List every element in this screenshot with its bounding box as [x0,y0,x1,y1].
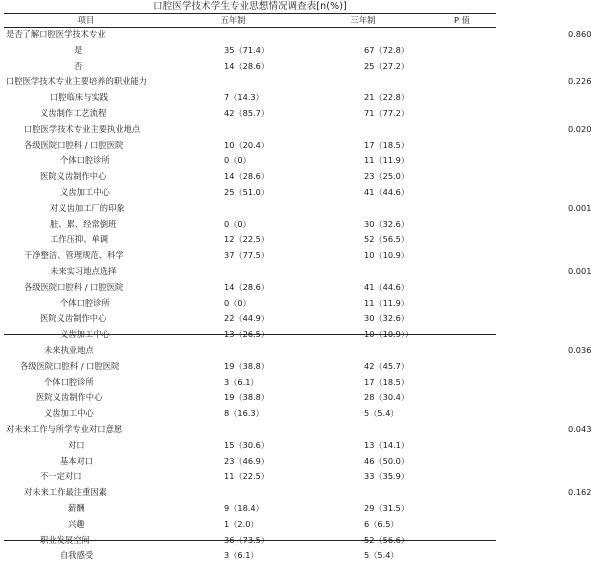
table-row [4,153,496,169]
p-value [428,169,496,185]
three-year-value: 25（27.2） [364,60,410,71]
row-label: 各级医院口腔科 / 口腔医院 [24,139,124,150]
p-value [428,296,496,312]
five-year-value: 0（0） [224,218,251,229]
row-label: 不一定对口 [40,471,82,482]
table-row [4,90,496,106]
three-year-value: 41（44.6） [364,281,410,292]
row-label: 医院义齿制作中心 [36,392,103,403]
row-label: 对义齿加工厂的印象 [50,202,125,213]
p-value: 0.001 [568,202,591,213]
three-year-value: 42（45.7） [364,360,410,371]
five-year-value: 8（16.3） [224,408,264,419]
five-year-value [168,27,298,43]
table-row [4,169,496,185]
p-value [428,469,496,485]
five-year-value [168,343,298,359]
table-row [4,406,496,422]
five-year-value: 14（28.6） [224,281,270,292]
five-year-value: 35（71.4） [224,44,270,55]
table-row [4,27,496,43]
five-year-value [168,122,298,138]
row-label: 是否了解口腔医学技术专业 [6,29,106,39]
header-three-year: 三年制 [350,15,376,25]
three-year-value [298,74,428,90]
row-label: 对未来工作最注重因素 [24,487,107,498]
table-row [4,264,496,280]
p-value: 0.001 [568,265,591,276]
table-row [4,311,496,327]
row-label: 是 [74,44,83,55]
five-year-value: 13（26.5） [224,329,270,340]
five-year-value: 1（2.0） [224,518,259,529]
three-year-value: 11（11.9） [364,297,410,308]
three-year-value: 71（77.2） [364,107,410,118]
three-year-value: 30（32.6） [364,218,410,229]
table-row [4,327,496,343]
three-year-value [298,122,428,138]
five-year-value: 42（85.7） [224,107,270,118]
table-row [4,296,496,312]
five-year-value: 7（14.3） [224,92,264,103]
three-year-value: 17（18.5） [364,139,410,150]
five-year-value: 37（77.5） [224,250,270,261]
three-year-value: 33（35.9） [364,471,410,482]
p-value: 0.860 [568,29,591,39]
five-year-value: 3（6.1） [224,376,259,387]
p-value [428,248,496,264]
row-label: 个体口腔诊所 [44,376,94,387]
p-value: 0.226 [568,76,591,87]
survey-table [4,14,591,564]
table-row [4,74,496,90]
three-year-value: 29（31.5） [364,502,410,513]
five-year-value: 15（30.6） [224,439,270,450]
row-label: 口腔医学技术专业主要培养的职业能力 [6,76,148,87]
three-year-value: 5（5.4） [364,550,399,561]
five-year-value: 19（38.8） [224,360,270,371]
row-label: 医院义齿制作中心 [40,171,107,182]
table-row [4,217,496,233]
row-label: 工作压抑、单调 [50,234,109,245]
five-year-value: 12（22.5） [224,234,270,245]
header-p-value: P 值 [454,15,470,25]
three-year-value: 28（30.4） [364,392,410,403]
p-value: 0.036 [568,344,591,355]
p-value: 0.043 [568,423,591,434]
p-value [428,533,496,549]
table-row [4,469,496,485]
three-year-value: 10（10.9） [364,250,410,261]
table-row [4,517,496,533]
p-value [428,454,496,470]
row-label: 对口 [68,439,85,450]
p-value [428,138,496,154]
p-value [428,548,496,564]
p-value [428,327,496,343]
header-row [4,14,496,27]
table-row [4,185,496,201]
table-row [4,501,496,517]
five-year-value: 9（18.4） [224,502,264,513]
table-row [4,422,496,438]
row-label: 各级医院口腔科 / 口腔医院 [24,281,124,292]
row-label: 医院义齿制作中心 [40,313,107,324]
row-label: 职业发展空间 [40,534,90,545]
table-body [4,27,591,564]
five-year-value: 22（44.9） [224,313,270,324]
row-label: 薪酬 [68,502,85,513]
five-year-value: 0（0） [224,155,251,166]
row-label: 义齿加工中心 [44,408,94,419]
table-row [4,454,496,470]
three-year-value [298,201,428,217]
p-value [428,359,496,375]
p-value [428,153,496,169]
row-label: 未来执业地点 [44,344,94,355]
row-label: 自我感受 [60,550,94,561]
p-value [428,438,496,454]
table-row [4,485,496,501]
three-year-value: 30（32.6） [364,313,410,324]
table-row [4,201,496,217]
table-row [4,533,496,549]
table-row [4,280,496,296]
row-label: 个体口腔诊所 [60,297,110,308]
five-year-value: 19（38.8） [224,392,270,403]
three-year-value: 11（11.9） [364,155,410,166]
five-year-value [168,201,298,217]
p-value [428,280,496,296]
three-year-value: 67（72.8） [364,44,410,55]
five-year-value: 23（46.9） [224,455,270,466]
row-label: 对未来工作与所学专业对口意愿 [6,423,123,434]
five-year-value: 14（28.6） [224,171,270,182]
three-year-value: 5（5.4） [364,408,399,419]
header-item: 项目 [77,15,95,25]
row-label: 未来实习地点选择 [50,265,117,276]
p-value: 0.020 [568,123,591,134]
p-value [428,517,496,533]
p-value [428,311,496,327]
three-year-value: 6（6.5） [364,518,399,529]
table-row [4,359,496,375]
three-year-value: 21（22.8） [364,92,410,103]
three-year-value: 10（10.9）） [364,329,414,340]
p-value [428,390,496,406]
row-label: 基本对口 [60,455,94,466]
table-row [4,59,496,75]
three-year-value [298,422,428,438]
p-value [428,185,496,201]
five-year-value: 36（73.5） [224,534,270,545]
three-year-value: 46（50.0） [364,455,410,466]
p-value [428,90,496,106]
five-year-value [168,264,298,280]
p-value [428,406,496,422]
three-year-value: 17（18.5） [364,376,410,387]
table-row [4,106,496,122]
table-row [4,390,496,406]
table-row [4,43,496,59]
row-label: 个体口腔诊所 [60,155,110,166]
row-label: 脏、累、经常倒班 [50,218,117,229]
p-value: 0.162 [568,487,591,498]
table-title: 口腔医学技术学生专业思想情况调查表[n(%)] [153,1,347,12]
header-five-year: 五年制 [220,15,246,25]
p-value [428,59,496,75]
five-year-value: 14（28.6） [224,60,270,71]
row-label: 口腔临床与实践 [50,92,109,103]
three-year-value: 23（25.0） [364,171,410,182]
p-value [428,43,496,59]
table-row [4,248,496,264]
five-year-value: 10（20.4） [224,139,270,150]
three-year-value [298,264,428,280]
five-year-value [168,422,298,438]
p-value [428,375,496,391]
three-year-value: 52（56.6） [364,534,410,545]
table-row [4,138,496,154]
p-value [428,106,496,122]
three-year-value: 41（44.6） [364,186,410,197]
five-year-value: 25（51.0） [224,186,270,197]
p-value [428,232,496,248]
row-label: 兴趣 [68,518,85,529]
five-year-value: 0（0） [224,297,251,308]
table-row [4,232,496,248]
row-label: 口腔医学技术专业主要执业地点 [24,123,141,134]
three-year-value [298,27,428,43]
table-row [4,122,496,138]
three-year-value [298,485,428,501]
row-label: 各级医院口腔科 / 口腔医院 [20,360,120,371]
table-row [4,438,496,454]
table-row [4,375,496,391]
row-label: 义齿制作工艺流程 [40,107,107,118]
five-year-value [168,74,298,90]
row-label: 否 [74,60,83,71]
p-value [428,217,496,233]
five-year-value: 11（22.5） [224,471,270,482]
table-row [4,343,496,359]
row-label: 义齿加工中心 [60,329,110,340]
three-year-value: 52（56.5） [364,234,410,245]
three-year-value [298,343,428,359]
row-label: 义齿加工中心 [60,186,110,197]
p-value [428,501,496,517]
five-year-value: 3（6.1） [224,550,259,561]
five-year-value [168,485,298,501]
table-row [4,548,496,564]
three-year-value: 13（14.1） [364,439,410,450]
row-label: 干净整洁、管理规范、科学 [24,250,124,261]
